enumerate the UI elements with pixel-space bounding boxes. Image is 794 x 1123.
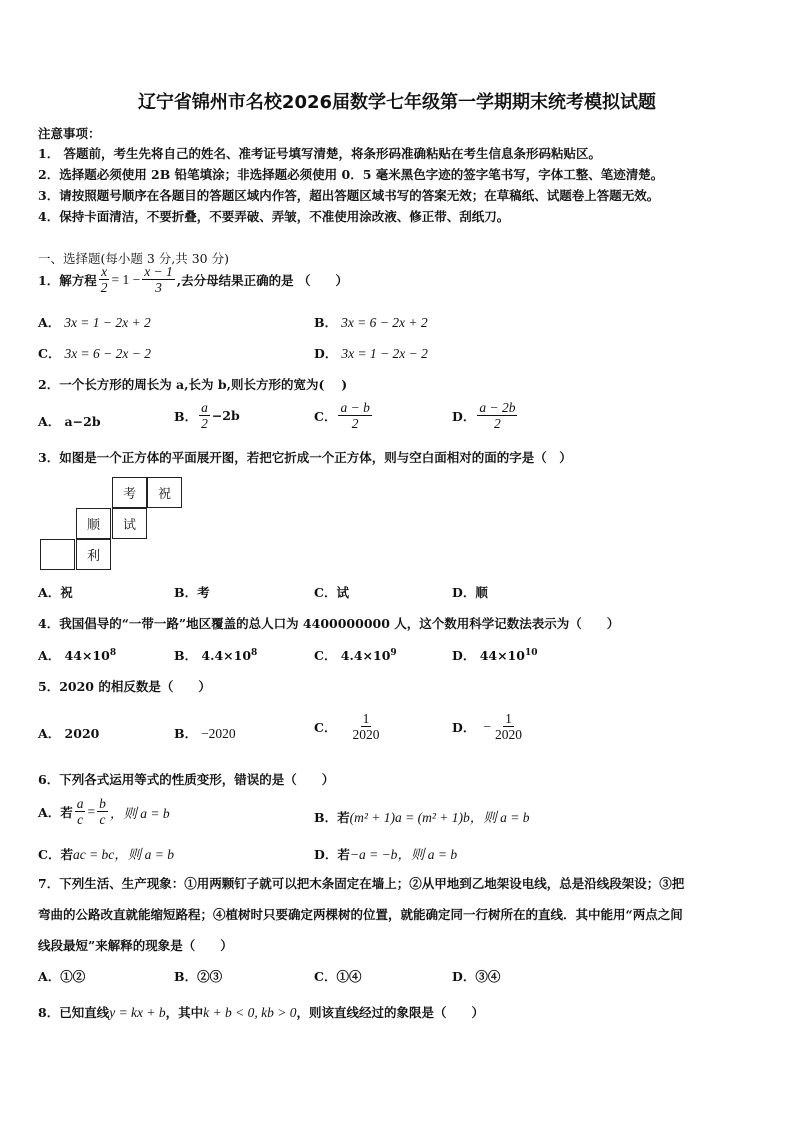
- q6-a-frac1-num: a: [76, 796, 84, 811]
- q2-option-b[interactable]: [174, 400, 240, 431]
- question-7-line-2: 弯曲的公路改直就能缩短路程；④植树时只要确定两棵树的位置，就能确定同一行树所在的直线．其中能用“两点之间: [38, 907, 683, 922]
- q4-b-text: B． 4.4×10: [174, 648, 252, 663]
- q5-b-label: B．: [174, 726, 198, 741]
- q5-c-den: 2020: [352, 727, 380, 742]
- q6-option-a[interactable]: [38, 796, 170, 827]
- q1-frac2-num: x − 1: [144, 264, 173, 279]
- q5-d-label: D．: [452, 719, 476, 735]
- q1-option-d[interactable]: [314, 344, 428, 362]
- q3-option-c[interactable]: C．试: [314, 585, 349, 600]
- q7-option-c[interactable]: C．①④: [314, 969, 362, 984]
- q2-b-den: 2: [201, 416, 208, 431]
- q1-option-c[interactable]: [38, 344, 151, 362]
- notice-item-3: 3．请按照题号顺序在各题目的答题区域内作答，超出答题区域书写的答案无效；在草稿纸、试题卷上答题无效。: [38, 188, 660, 203]
- q5-option-a[interactable]: A． 2020: [38, 726, 100, 741]
- net-cell-kao: 考: [112, 477, 147, 508]
- q6-a-label: A．若: [38, 804, 73, 820]
- q1-b-text: 3x = 6 − 2x + 2: [341, 315, 428, 330]
- q2-option-a[interactable]: A． a−2b: [38, 414, 101, 429]
- q6-option-d[interactable]: [314, 843, 457, 863]
- q5-option-c[interactable]: [314, 711, 383, 742]
- q5-option-d[interactable]: [452, 711, 526, 742]
- q1-number: 1．解方程: [38, 272, 97, 288]
- q1-b-label: B．: [314, 315, 338, 330]
- q2-b-tail: −2b: [211, 408, 240, 423]
- q2-option-c[interactable]: [314, 400, 374, 431]
- q5-c-label: C．: [314, 719, 337, 735]
- q8-stem-c: ，则该直线经过的象限是（ ）: [296, 1005, 485, 1020]
- q1-eq-mid: = 1 −: [111, 271, 141, 287]
- q1-fraction-right: [142, 264, 175, 295]
- q6-d-expr: −a = −b: [349, 847, 398, 862]
- notice-item-4: 4．保持卡面清洁，不要折叠，不要弄破、弄皱，不准使用涂改液、修正带、刮纸刀。: [38, 209, 510, 224]
- q6-a-eq: =: [87, 803, 96, 819]
- q6-d-tail: ，则 a = b: [397, 847, 458, 862]
- q1-frac2-den: 3: [155, 280, 162, 295]
- q2-d-den: 2: [494, 416, 501, 431]
- q5-option-b[interactable]: [174, 724, 236, 742]
- question-5-stem: 5．2020 的相反数是（ ）: [38, 679, 211, 694]
- q7-option-d[interactable]: D．③④: [452, 969, 501, 984]
- notice-heading: 注意事项：: [38, 126, 101, 141]
- q4-c-exp: 9: [390, 647, 397, 658]
- q4-option-b[interactable]: [174, 646, 257, 664]
- q1-c-text: 3x = 6 − 2x − 2: [64, 346, 152, 361]
- q4-option-a[interactable]: [38, 646, 116, 664]
- q6-a-frac1: [75, 796, 86, 827]
- q6-a-tail: ，则 a = b: [109, 805, 170, 821]
- q6-a-frac2: [97, 796, 108, 827]
- q6-d-label: D．若: [314, 847, 350, 862]
- q5-d-fraction: [493, 711, 524, 742]
- q4-b-exp: 8: [251, 647, 258, 658]
- q8-stem-a: 8．已知直线: [38, 1005, 110, 1020]
- q1-d-label: D．: [314, 346, 338, 361]
- q8-expr-condition: k + b < 0, kb > 0: [203, 1005, 297, 1020]
- q2-c-fraction: [338, 400, 371, 431]
- q2-c-num: a − b: [340, 400, 370, 415]
- net-cell-shi: 试: [112, 508, 147, 539]
- q6-a-frac1-den: c: [77, 812, 84, 827]
- q1-a-label: A．: [38, 315, 61, 330]
- q2-c-label: C．: [314, 408, 337, 424]
- q5-c-fraction: [350, 711, 381, 742]
- q6-b-label: B．若: [314, 810, 350, 825]
- q1-frac-den: 2: [100, 280, 108, 295]
- q8-stem-b: ，其中: [165, 1005, 204, 1020]
- q4-d-text: D． 44×10: [452, 648, 525, 663]
- q1-fraction-left: [99, 264, 110, 295]
- q2-d-num: a − 2b: [479, 400, 516, 415]
- q4-a-text: A． 44×10: [38, 648, 110, 663]
- question-8-stem: [38, 1003, 484, 1021]
- notice-item-1: 1． 答题前，考生先将自己的姓名、准考证号填写清楚，将条形码准确粘贴在考生信息条形码粘贴区。: [38, 146, 602, 161]
- q4-option-c[interactable]: [314, 646, 397, 664]
- q1-stem-tail: ,去分母结果正确的是 （ ）: [176, 272, 349, 288]
- q4-d-exp: 10: [524, 647, 538, 658]
- q6-a-frac2-num: b: [99, 796, 106, 811]
- q5-b-text: −2020: [201, 726, 236, 741]
- q6-c-tail: ，则 a = b: [114, 847, 175, 862]
- q6-c-expr: ac = bc: [72, 847, 115, 862]
- q5-d-den: 2020: [494, 727, 522, 742]
- q2-b-num: a: [201, 400, 208, 415]
- net-cell-blank: [40, 539, 75, 570]
- q1-c-label: C．: [38, 346, 61, 361]
- q7-option-b[interactable]: B．②③: [174, 969, 223, 984]
- net-cell-zhu: 祝: [147, 477, 182, 508]
- q8-expr-line: y = kx + b: [109, 1005, 166, 1020]
- net-cell-shun: 顺: [76, 508, 111, 539]
- q2-c-den: 2: [351, 416, 359, 431]
- q2-option-d[interactable]: [452, 400, 519, 431]
- notice-item-2: 2．选择题必须使用 2B 铅笔填涂；非选择题必须使用 0．5 毫米黑色字迹的签字笔书写，字体工整、笔迹清楚。: [38, 167, 664, 182]
- q6-b-tail: ，则 a = b: [469, 810, 530, 825]
- q3-option-a[interactable]: A．祝: [38, 585, 73, 600]
- question-3-stem: 3．如图是一个正方体的平面展开图，若把它折成一个正方体，则与空白面相对的面的字是（ ）: [38, 450, 572, 465]
- q6-option-b[interactable]: [314, 806, 529, 826]
- q1-frac-num: x: [101, 264, 108, 279]
- q4-c-text: C． 4.4×10: [314, 648, 391, 663]
- q2-d-fraction: [477, 400, 517, 431]
- q7-option-a[interactable]: A．①②: [38, 969, 86, 984]
- page-title: 辽宁省锦州市名校2026届数学七年级第一学期期末统考模拟试题: [137, 92, 657, 113]
- q6-a-frac2-den: c: [99, 812, 106, 827]
- q2-d-label: D．: [452, 408, 476, 424]
- q6-c-label: C．若: [38, 847, 73, 862]
- q1-d-text: 3x = 1 − 2x − 2: [341, 346, 428, 361]
- q1-option-a[interactable]: [38, 313, 151, 331]
- q4-a-exp: 8: [109, 647, 117, 658]
- question-7-line-3: 线段最短”来解释的现象是（ ）: [38, 938, 233, 953]
- question-7-line-1: 7．下列生活、生产现象：①用两颗钉子就可以把木条固定在墙上；②从甲地到乙地架设电线，总是沿线段架设；③把: [38, 876, 685, 891]
- q2-b-fraction: [199, 400, 210, 431]
- q3-option-b[interactable]: B．考: [174, 585, 210, 600]
- net-cell-li: 利: [76, 539, 111, 570]
- q2-b-label: B．: [174, 408, 198, 424]
- q6-b-expr: (m² + 1)a = (m² + 1)b: [349, 810, 470, 825]
- question-6-stem: 6．下列各式运用等式的性质变形，错误的是（ ）: [38, 772, 335, 787]
- q5-c-num: 1: [362, 711, 370, 726]
- q1-option-b[interactable]: [314, 313, 428, 331]
- q1-a-text: 3x = 1 − 2x + 2: [64, 315, 151, 330]
- question-2-stem: 2．一个长方形的周长为 a,长为 b,则长方形的宽为( ): [38, 377, 348, 392]
- section-heading: 一、选择题(每小题 3 分,共 30 分): [38, 251, 229, 266]
- question-4-stem: 4．我国倡导的“一带一路”地区覆盖的总人口为 4400000000 人，这个数用科学记数法表示为（ ）: [38, 616, 620, 631]
- q6-option-c[interactable]: [38, 843, 174, 863]
- q4-option-d[interactable]: [452, 646, 538, 664]
- question-1-stem: [38, 264, 348, 295]
- q5-d-num: 1: [505, 711, 512, 726]
- q3-option-d[interactable]: D．顺: [452, 585, 488, 600]
- q5-d-sign: −: [483, 718, 491, 734]
